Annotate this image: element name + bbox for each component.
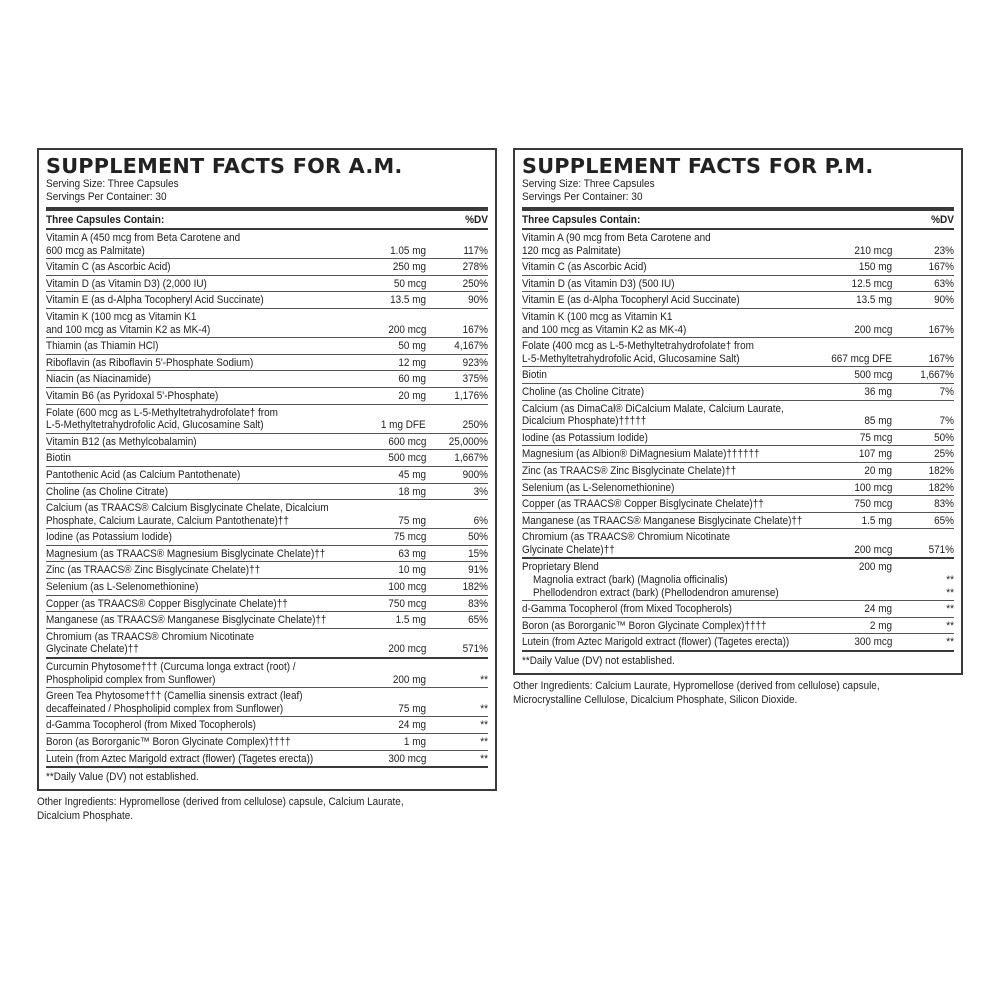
pm-proprietary-blend-amount: 200 mg	[858, 561, 892, 574]
pm-nutrient-name: Folate (400 mcg as L-5-Methyltetrahydrofolate† from L-5-Methyltetrahydrofolic Acid, Glucosamine Salt)	[522, 340, 754, 365]
am-nutrient-amount: 500 mcg	[387, 452, 426, 465]
pm-nutrient-dv: 167%	[928, 352, 954, 365]
am-servings-per-container: Servings Per Container: 30	[46, 191, 167, 203]
pm-nutrient-row	[522, 292, 954, 309]
pm-nutrient-row	[522, 230, 954, 259]
pm-nutrient-dv: **	[946, 603, 954, 616]
pm-nutrient-row	[522, 367, 954, 384]
am-table-header	[46, 211, 488, 230]
pm-nutrient-dv: 50%	[934, 431, 954, 444]
pm-nutrient-amount: 200 mcg	[853, 323, 892, 336]
pm-nutrient-dv: 1,667%	[920, 369, 954, 382]
pm-nutrient-dv: 571%	[928, 543, 954, 556]
am-nutrient-amount: 250 mg	[392, 261, 426, 274]
am-nutrient-name: Vitamin B6 (as Pyridoxal 5'-Phosphate)	[46, 389, 219, 402]
am-nutrient-dv: 15%	[468, 547, 488, 560]
pm-nutrient-row	[522, 529, 954, 559]
pm-proprietary-blend-row	[522, 559, 954, 601]
am-nutrient-amount: 75 mg	[398, 514, 426, 527]
am-nutrient-amount: 60 mg	[398, 373, 426, 386]
am-nutrient-row	[46, 629, 488, 659]
pm-nutrient-list-2	[522, 601, 954, 652]
pm-blend-item-phellodendron-dv: **	[946, 586, 954, 599]
am-nutrient-row	[46, 434, 488, 451]
am-nutrient-name: Choline (as Choline Citrate)	[46, 485, 169, 498]
pm-nutrient-name: Biotin	[522, 369, 547, 382]
am-nutrient-name: Selenium (as L-Selenomethionine)	[46, 581, 199, 594]
pm-nutrient-amount: 300 mcg	[853, 636, 892, 649]
pm-nutrient-dv: 25%	[934, 448, 954, 461]
am-nutrient-dv: 90%	[468, 294, 488, 307]
am-nutrient-row	[46, 529, 488, 546]
am-nutrient-row	[46, 562, 488, 579]
am-nutrient-amount: 1.05 mg	[390, 244, 426, 257]
am-serving-size: Serving Size: Three Capsules	[46, 178, 179, 190]
am-nutrient-row	[46, 546, 488, 563]
am-nutrient-name: Vitamin K (100 mcg as Vitamin K1 and 100 mcg as Vitamin K2 as MK-4)	[46, 310, 211, 336]
am-nutrient-dv: 1,667%	[454, 452, 488, 465]
am-nutrient-amount: 200 mcg	[387, 643, 426, 656]
pm-nutrient-dv: 23%	[934, 244, 954, 257]
pm-nutrient-row	[522, 430, 954, 447]
pm-nutrient-amount: 36 mg	[864, 385, 892, 398]
am-nutrient-amount: 20 mg	[398, 389, 426, 402]
am-facts-box	[37, 148, 497, 791]
am-nutrient-dv: 167%	[462, 323, 488, 336]
pm-nutrient-name: Vitamin D (as Vitamin D3) (500 IU)	[522, 277, 675, 290]
am-nutrient-row	[46, 259, 488, 276]
am-nutrient-row	[46, 484, 488, 501]
pm-nutrient-dv: 90%	[934, 294, 954, 307]
pm-proprietary-blend-name: Proprietary Blend	[522, 561, 599, 574]
am-nutrient-amount: 200 mg	[392, 673, 426, 686]
am-nutrient-name: Niacin (as Niacinamide)	[46, 373, 151, 386]
am-nutrient-list	[46, 230, 488, 768]
pm-nutrient-row	[522, 401, 954, 430]
pm-blend-item-phellodendron	[522, 587, 829, 600]
pm-nutrient-amount: 210 mcg	[853, 244, 892, 257]
am-nutrient-name: Zinc (as TRAACS® Zinc Bisglycinate Chelate)††	[46, 564, 261, 577]
pm-other-ingredients: Other Ingredients: Calcium Laurate, Hypromellose (derived from cellulose) capsule, Microcrystalline Cellulose, Dicalcium Phosphate, Silicon Dioxide.	[513, 680, 880, 707]
am-nutrient-amount: 1 mg DFE	[381, 419, 426, 432]
am-nutrient-name: Vitamin C (as Ascorbic Acid)	[46, 261, 171, 274]
am-nutrient-row	[46, 717, 488, 734]
pm-footnote: **Daily Value (DV) not established.	[522, 655, 675, 668]
pm-supplement-facts-panel	[513, 148, 963, 707]
pm-nutrient-dv: 7%	[939, 415, 954, 428]
pm-nutrient-dv: 182%	[928, 464, 954, 477]
am-other-ingredients: Other Ingredients: Hypromellose (derived from cellulose) capsule, Calcium Laurate, Dicalcium Phosphate.	[37, 796, 404, 823]
am-nutrient-name: Vitamin D (as Vitamin D3) (2,000 IU)	[46, 277, 207, 290]
pm-nutrient-amount: 20 mg	[864, 464, 892, 477]
am-nutrient-name: Thiamin (as Thiamin HCl)	[46, 340, 159, 353]
pm-nutrient-name: Vitamin K (100 mcg as Vitamin K1 and 100 mcg as Vitamin K2 as MK-4)	[522, 310, 687, 336]
pm-nutrient-amount: 12.5 mcg	[851, 277, 892, 290]
am-nutrient-row	[46, 688, 488, 717]
am-nutrient-row	[46, 388, 488, 405]
pm-nutrient-name: Zinc (as TRAACS® Zinc Bisglycinate Chelate)††	[522, 464, 737, 477]
pm-nutrient-amount: 100 mcg	[853, 481, 892, 494]
pm-nutrient-amount: 85 mg	[864, 415, 892, 428]
pm-nutrient-name: Selenium (as L-Selenomethionine)	[522, 481, 675, 494]
pm-nutrient-amount: 24 mg	[864, 603, 892, 616]
am-nutrient-dv: 923%	[462, 356, 488, 369]
am-nutrient-row	[46, 405, 488, 434]
pm-nutrient-amount: 107 mg	[858, 448, 892, 461]
am-nutrient-amount: 10 mg	[398, 564, 426, 577]
pm-nutrient-row	[522, 259, 954, 276]
am-nutrient-row	[46, 612, 488, 629]
pm-nutrient-name: Vitamin E (as d-Alpha Tocopheryl Acid Succinate)	[522, 294, 740, 307]
am-nutrient-row	[46, 751, 488, 769]
pm-header-dv: %DV	[931, 213, 954, 226]
am-nutrient-amount: 18 mg	[398, 485, 426, 498]
pm-nutrient-dv: 167%	[928, 261, 954, 274]
am-nutrient-amount: 63 mg	[398, 547, 426, 560]
pm-nutrient-amount: 200 mcg	[853, 543, 892, 556]
am-nutrient-amount: 750 mcg	[387, 597, 426, 610]
pm-nutrient-dv: 83%	[934, 498, 954, 511]
pm-nutrient-amount: 1.5 mg	[861, 514, 892, 527]
pm-nutrient-row	[522, 309, 954, 338]
am-nutrient-row	[46, 230, 488, 259]
am-nutrient-dv: 900%	[462, 468, 488, 481]
pm-nutrient-name: Vitamin A (90 mcg from Beta Carotene and 120 mcg as Palmitate)	[522, 232, 711, 257]
pm-nutrient-list	[522, 230, 954, 559]
pm-nutrient-amount: 750 mcg	[853, 498, 892, 511]
pm-nutrient-name: Magnesium (as Albion® DiMagnesium Malate)††††††	[522, 448, 760, 461]
pm-blend-item-phellodendron-name: Phellodendron extract (bark) (Phellodendron amurense)	[533, 586, 779, 599]
am-nutrient-dv: 6%	[473, 514, 488, 527]
am-nutrient-amount: 75 mg	[398, 702, 426, 715]
am-nutrient-dv: 278%	[462, 261, 488, 274]
am-title: SUPPLEMENT FACTS FOR A.M.	[46, 154, 403, 178]
am-nutrient-amount: 200 mcg	[387, 323, 426, 336]
am-nutrient-row	[46, 450, 488, 467]
am-header-dv: %DV	[465, 213, 488, 226]
pm-nutrient-amount: 150 mg	[858, 261, 892, 274]
pm-nutrient-row	[522, 634, 954, 652]
am-nutrient-row	[46, 276, 488, 293]
am-nutrient-amount: 24 mg	[398, 719, 426, 732]
am-nutrient-dv: 571%	[462, 643, 488, 656]
pm-nutrient-name: Boron (as Bororganic™ Boron Glycinate Complex)††††	[522, 619, 767, 632]
am-nutrient-name: Manganese (as TRAACS® Manganese Bisglycinate Chelate)††	[46, 614, 327, 627]
pm-nutrient-name: d-Gamma Tocopherol (from Mixed Tocopherols)	[522, 603, 732, 616]
am-nutrient-name: Boron (as Bororganic™ Boron Glycinate Complex)††††	[46, 736, 291, 748]
am-nutrient-dv: 250%	[462, 277, 488, 290]
pm-nutrient-name: Manganese (as TRAACS® Manganese Bisglycinate Chelate)††	[522, 514, 803, 527]
am-nutrient-dv: 182%	[462, 581, 488, 594]
am-nutrient-row	[46, 659, 488, 688]
am-header-label: Three Capsules Contain:	[46, 213, 165, 226]
pm-nutrient-row	[522, 384, 954, 401]
am-nutrient-row	[46, 292, 488, 309]
pm-nutrient-name: Copper (as TRAACS® Copper Bisglycinate Chelate)††	[522, 498, 764, 511]
pm-nutrient-dv: 63%	[934, 277, 954, 290]
pm-nutrient-row	[522, 618, 954, 635]
pm-proprietary-blend-cell	[522, 561, 829, 599]
pm-title: SUPPLEMENT FACTS FOR P.M.	[522, 154, 874, 178]
pm-nutrient-row	[522, 446, 954, 463]
am-nutrient-row	[46, 355, 488, 372]
am-nutrient-dv: 3%	[473, 485, 488, 498]
am-nutrient-dv: 250%	[462, 419, 488, 432]
am-nutrient-dv: 117%	[463, 244, 488, 257]
pm-nutrient-name: Calcium (as DimaCal® DiCalcium Malate, Calcium Laurate, Dicalcium Phosphate)†††††	[522, 402, 784, 428]
am-nutrient-name: Chromium (as TRAACS® Chromium Nicotinate Glycinate Chelate)††	[46, 630, 255, 656]
am-nutrient-dv: 83%	[468, 597, 488, 610]
pm-nutrient-amount: 13.5 mg	[856, 294, 892, 307]
pm-nutrient-amount: 667 mcg DFE	[831, 352, 892, 365]
am-nutrient-name: Calcium (as TRAACS® Calcium Bisglycinate Chelate, Dicalcium Phosphate, Calcium Laurate, Calcium Pantothenate)††	[46, 502, 329, 527]
am-nutrient-name: Lutein (from Aztec Marigold extract (flower) (Tagetes erecta))	[46, 752, 314, 765]
am-nutrient-dv: **	[480, 719, 488, 732]
pm-nutrient-dv: 167%	[928, 323, 954, 336]
pm-nutrient-name: Lutein (from Aztec Marigold extract (flower) (Tagetes erecta))	[522, 636, 790, 649]
pm-nutrient-row	[522, 338, 954, 367]
am-nutrient-amount: 12 mg	[398, 356, 426, 369]
pm-facts-box	[513, 148, 963, 675]
pm-nutrient-dv: 182%	[928, 481, 954, 494]
am-nutrient-row	[46, 579, 488, 596]
am-nutrient-name: Green Tea Phytosome††† (Camellia sinensis extract (leaf) decaffeinated / Phospholipid complex from Sunflower)	[46, 690, 303, 715]
am-footnote: **Daily Value (DV) not established.	[46, 771, 199, 784]
am-nutrient-amount: 1 mg	[403, 736, 426, 748]
am-nutrient-name: Folate (600 mcg as L-5-Methyltetrahydrofolate† from L-5-Methyltetrahydrofolic Acid, Glucosamine Salt)	[46, 406, 278, 432]
pm-nutrient-dv: **	[946, 636, 954, 649]
am-nutrient-amount: 75 mcg	[393, 531, 426, 544]
am-nutrient-amount: 1.5 mg	[395, 614, 426, 627]
am-nutrient-dv: **	[480, 702, 488, 715]
am-nutrient-name: d-Gamma Tocopherol (from Mixed Tocopherols)	[46, 719, 256, 732]
am-nutrient-name: Curcumin Phytosome††† (Curcuma longa extract (root) / Phospholipid complex from Sunflower)	[46, 661, 296, 686]
am-nutrient-amount: 100 mcg	[387, 581, 426, 594]
am-supplement-facts-panel	[37, 148, 497, 823]
am-nutrient-amount: 13.5 mg	[390, 294, 426, 307]
am-nutrient-dv: **	[480, 736, 488, 748]
pm-nutrient-amount: 2 mg	[869, 619, 892, 632]
am-nutrient-row	[46, 309, 488, 338]
pm-blend-item-magnolia	[522, 574, 829, 587]
am-nutrient-dv: 91%	[468, 564, 488, 577]
am-nutrient-dv: **	[480, 752, 488, 765]
pm-nutrient-dv: 65%	[934, 514, 954, 527]
am-nutrient-amount: 50 mg	[398, 340, 426, 353]
am-nutrient-name: Magnesium (as TRAACS® Magnesium Bisglycinate Chelate)††	[46, 547, 326, 560]
pm-blend-item-magnolia-name: Magnolia extract (bark) (Magnolia officinalis)	[533, 574, 728, 587]
pm-header-label: Three Capsules Contain:	[522, 213, 641, 226]
pm-nutrient-name: Choline (as Choline Citrate)	[522, 385, 645, 398]
pm-nutrient-row	[522, 496, 954, 513]
am-nutrient-row	[46, 500, 488, 529]
am-nutrient-name: Biotin	[46, 452, 71, 465]
am-nutrient-name: Copper (as TRAACS® Copper Bisglycinate Chelate)††	[46, 597, 288, 610]
am-nutrient-row	[46, 371, 488, 388]
am-nutrient-amount: 45 mg	[398, 468, 426, 481]
pm-nutrient-amount: 75 mcg	[859, 431, 892, 444]
am-nutrient-row	[46, 734, 488, 751]
am-nutrient-row	[46, 467, 488, 484]
am-nutrient-dv: 25,000%	[448, 435, 488, 448]
pm-nutrient-dv: 7%	[939, 385, 954, 398]
pm-blend-item-magnolia-dv: **	[946, 574, 954, 587]
am-nutrient-amount: 300 mcg	[387, 752, 426, 765]
pm-table-header	[522, 211, 954, 230]
pm-proprietary-blend-dv	[897, 561, 954, 599]
pm-nutrient-row	[522, 276, 954, 293]
pm-nutrient-row	[522, 480, 954, 497]
pm-serving-size: Serving Size: Three Capsules	[522, 178, 655, 190]
am-nutrient-amount: 600 mcg	[387, 435, 426, 448]
am-nutrient-row	[46, 338, 488, 355]
pm-nutrient-amount: 500 mcg	[853, 369, 892, 382]
am-nutrient-dv: 1,176%	[454, 389, 488, 402]
am-nutrient-name: Riboflavin (as Riboflavin 5'-Phosphate Sodium)	[46, 356, 254, 369]
pm-servings-per-container: Servings Per Container: 30	[522, 191, 643, 203]
pm-nutrient-name: Iodine (as Potassium Iodide)	[522, 431, 648, 444]
pm-nutrient-row	[522, 601, 954, 618]
pm-nutrient-row	[522, 463, 954, 480]
am-nutrient-name: Iodine (as Potassium Iodide)	[46, 531, 172, 544]
am-nutrient-amount: 50 mcg	[393, 277, 426, 290]
am-nutrient-dv: 65%	[468, 614, 488, 627]
am-nutrient-dv: **	[480, 673, 488, 686]
am-nutrient-name: Vitamin B12 (as Methylcobalamin)	[46, 435, 197, 448]
pm-nutrient-dv: **	[946, 619, 954, 632]
pm-nutrient-row	[522, 513, 954, 530]
pm-nutrient-name: Vitamin C (as Ascorbic Acid)	[522, 261, 647, 274]
am-nutrient-dv: 4,167%	[454, 340, 488, 353]
am-nutrient-name: Vitamin A (450 mcg from Beta Carotene and 600 mcg as Palmitate)	[46, 232, 241, 257]
am-nutrient-dv: 50%	[468, 531, 488, 544]
am-nutrient-name: Pantothenic Acid (as Calcium Pantothenate)	[46, 468, 241, 481]
am-nutrient-name: Vitamin E (as d-Alpha Tocopheryl Acid Succinate)	[46, 294, 264, 307]
am-nutrient-dv: 375%	[462, 373, 488, 386]
am-nutrient-row	[46, 596, 488, 613]
pm-nutrient-name: Chromium (as TRAACS® Chromium Nicotinate Glycinate Chelate)††	[522, 531, 731, 556]
